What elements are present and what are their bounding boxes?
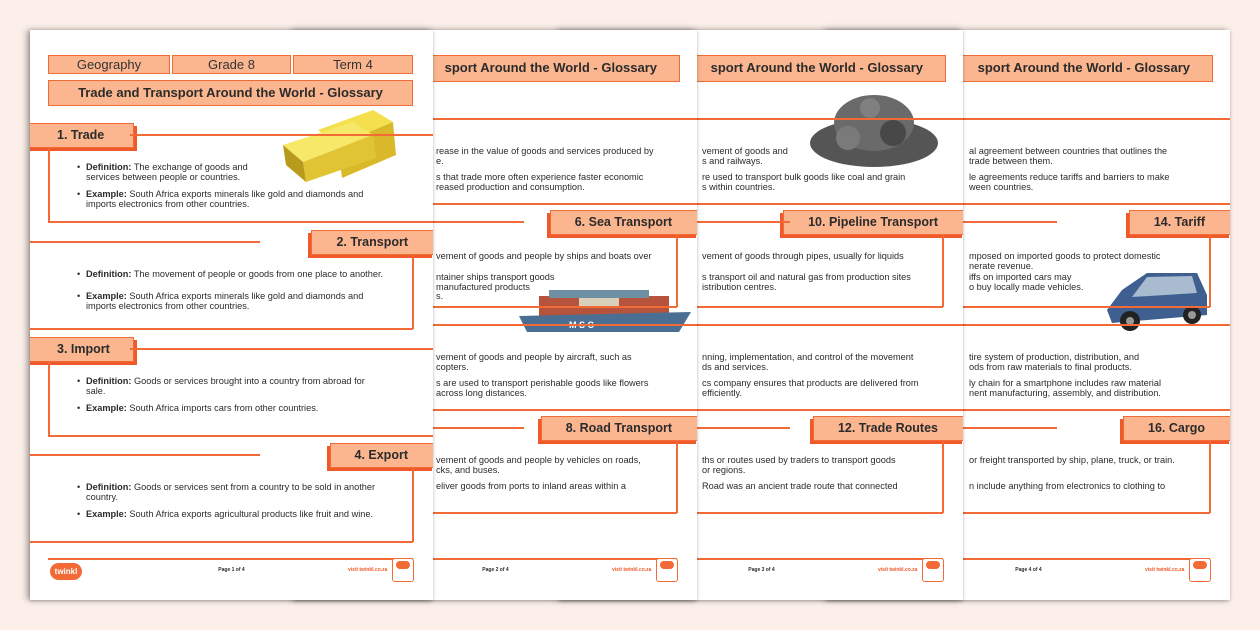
definition-text: vement of goods and people by ships and boats over — [436, 251, 652, 261]
section-border-right — [412, 468, 414, 542]
section-label: 10. Pipeline Transport — [783, 210, 963, 235]
divider-line — [30, 454, 260, 456]
divider-line — [660, 324, 963, 326]
definition-text: Goods or services brought into a country from abroad for sale. — [86, 376, 365, 396]
example-text: South Africa exports agricultural products like fruit and wine. — [129, 509, 374, 519]
divider-line — [660, 118, 963, 120]
example-text: iffs on imported cars may o buy locally made vehicles. — [969, 272, 1084, 292]
section-label: 1. Trade — [30, 123, 134, 148]
definition-label: Definition: — [86, 269, 132, 279]
definition-text: The movement of people or goods from one place to another. — [133, 269, 384, 279]
example-label: Example: — [86, 509, 127, 519]
example-text: s transport oil and natural gas from production sites istribution centres. — [702, 272, 911, 292]
section-label: 2. Transport — [311, 230, 433, 255]
example-item — [86, 404, 406, 414]
section-border-right — [676, 441, 678, 513]
section-label: 8. Road Transport — [541, 416, 697, 441]
section-label: 14. Tariff — [1129, 210, 1230, 235]
definition-text: vement of goods and people by vehicles on roads, cks, and buses. — [436, 455, 641, 475]
visit-link[interactable]: visit twinkl.co.za — [1145, 567, 1185, 573]
example-text: le agreements reduce tariffs and barriers to make ween countries. — [969, 172, 1170, 192]
page-1 — [30, 30, 433, 600]
section-border-bottom — [48, 221, 433, 223]
definition-text: The exchange of goods and services between people or countries. — [86, 162, 248, 182]
example-text: re used to transport bulk goods like coal and grain s within countries. — [702, 172, 906, 192]
definition-text: vement of goods through pipes, usually for liquids — [702, 251, 904, 261]
section-border-right — [1209, 441, 1211, 513]
definition-text: or freight transported by ship, plane, truck, or train. — [969, 455, 1175, 465]
quality-badge-icon — [656, 558, 678, 582]
definition-label: Definition: — [86, 482, 132, 492]
section-border-right — [942, 235, 944, 307]
example-text: South Africa exports minerals like gold and diamonds and imports electronics from other countries. — [86, 291, 364, 311]
grade-box: Grade 8 — [172, 55, 291, 74]
section-border-right — [412, 255, 414, 329]
definition-label: Definition: — [86, 162, 132, 172]
page-number: Page 1 of 4 — [218, 567, 245, 573]
definition-text: nning, implementation, and control of the movement ds and services. — [702, 352, 914, 372]
example-item — [86, 292, 406, 311]
section-border-left — [48, 362, 50, 436]
divider-line — [394, 324, 697, 326]
glossary-section — [30, 230, 433, 329]
quality-badge-icon — [922, 558, 944, 582]
example-text: s are used to transport perishable goods like flowers across long distances. — [436, 378, 649, 398]
visit-link[interactable]: visit twinkl.co.za — [612, 567, 652, 573]
example-text: cs company ensures that products are delivered from efficiently. — [702, 378, 919, 398]
example-text: s that trade more often experience faster economic reased production and consumption. — [436, 172, 644, 192]
definition-text: ths or routes used by traders to transport goods or regions. — [702, 455, 896, 475]
definition-text: vement of goods and s and railways. — [702, 146, 788, 166]
example-label: Example: — [86, 291, 127, 301]
example-text: South Africa exports minerals like gold and diamonds and imports electronics from other countries. — [86, 189, 364, 209]
glossary-title: sport Around the World - Glossary — [845, 55, 1213, 82]
page-number: Page 2 of 4 — [482, 567, 509, 573]
definition-text: rease in the value of goods and services produced by e. — [436, 146, 654, 166]
definition-text: al agreement between countries that outlines the trade between them. — [969, 146, 1168, 166]
definition-item — [86, 163, 406, 182]
page-number: Page 4 of 4 — [1015, 567, 1042, 573]
definition-item — [86, 270, 406, 280]
divider-line — [30, 241, 260, 243]
section-label: 6. Sea Transport — [550, 210, 697, 235]
definition-item — [86, 483, 406, 502]
section-border-right — [942, 441, 944, 513]
glossary-section — [30, 123, 433, 222]
section-border-bottom — [30, 541, 413, 543]
glossary-title: sport Around the World - Glossary — [578, 55, 946, 82]
quality-badge-icon — [392, 558, 414, 582]
visit-link[interactable]: visit twinkl.co.za — [878, 567, 918, 573]
example-text: ly chain for a smartphone includes raw material nent manufacturing, assembly, and distribution. — [969, 378, 1162, 398]
definition-text: tire system of production, distribution, and ods from raw materials to final products. — [969, 352, 1140, 372]
quality-badge-icon — [1189, 558, 1211, 582]
glossary-title: sport Around the World - Glossary — [312, 55, 680, 82]
divider-line — [394, 118, 697, 120]
section-border-right — [1209, 235, 1211, 307]
definition-item — [86, 377, 406, 396]
definition-text: Goods or services sent from a country to be sold in another country. — [86, 482, 376, 502]
twinkl-logo[interactable]: twinkl — [50, 563, 82, 580]
glossary-section — [30, 337, 433, 436]
section-border-bottom — [48, 435, 433, 437]
term-box: Term 4 — [293, 55, 413, 74]
section-label: 16. Cargo — [1123, 416, 1230, 441]
example-text: Road was an ancient trade route that connected — [702, 481, 898, 491]
divider-line — [130, 348, 433, 350]
divider-line — [927, 118, 1230, 120]
section-border-bottom — [30, 328, 413, 330]
example-text: ntainer ships transport goods manufactured products s. — [436, 272, 555, 301]
example-label: Example: — [86, 403, 127, 413]
glossary-section — [30, 443, 433, 542]
section-label: 4. Export — [330, 443, 434, 468]
subject-box: Geography — [48, 55, 170, 74]
section-label: 12. Trade Routes — [813, 416, 963, 441]
example-text: n include anything from electronics to clothing to — [969, 481, 1166, 491]
definition-label: Definition: — [86, 376, 132, 386]
divider-line — [927, 324, 1230, 326]
definition-text: vement of goods and people by aircraft, such as copters. — [436, 352, 632, 372]
example-item — [86, 190, 406, 209]
section-border-left — [48, 148, 50, 222]
definition-text: mposed on imported goods to protect domestic nerate revenue. — [969, 251, 1161, 271]
section-label: 3. Import — [30, 337, 134, 362]
divider-line — [130, 134, 433, 136]
footer-divider — [48, 558, 413, 560]
example-text: South Africa imports cars from other countries. — [129, 403, 319, 413]
page-number: Page 3 of 4 — [748, 567, 775, 573]
visit-link[interactable]: visit twinkl.co.za — [348, 567, 388, 573]
glossary-title: Trade and Transport Around the World - Glossary — [48, 80, 413, 106]
example-label: Example: — [86, 189, 127, 199]
example-text: eliver goods from ports to inland areas within a — [436, 481, 626, 491]
example-item — [86, 510, 406, 520]
